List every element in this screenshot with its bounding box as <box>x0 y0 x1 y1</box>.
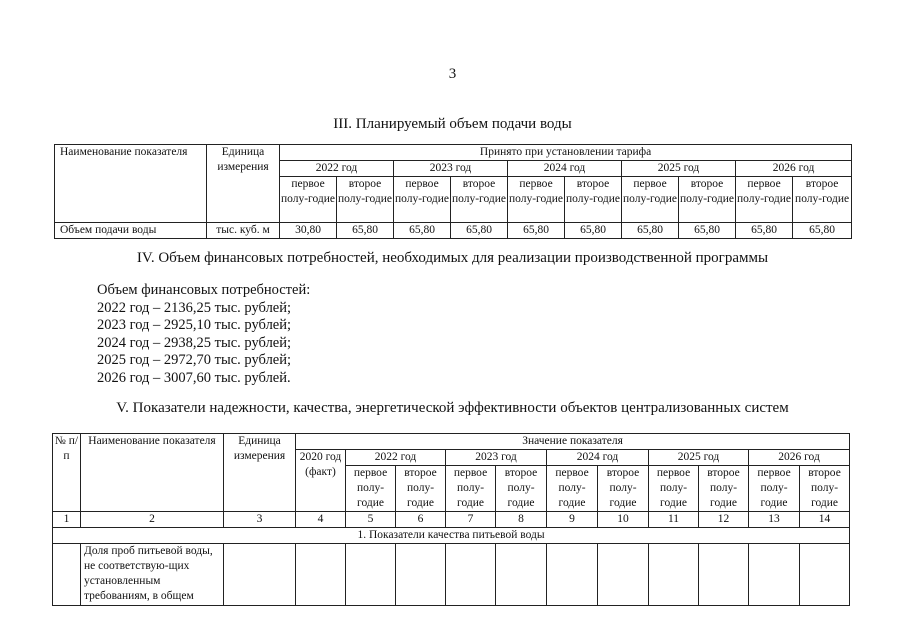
column-number: 8 <box>496 512 547 528</box>
header-year: 2022 год <box>280 161 394 177</box>
cell-empty <box>446 544 496 606</box>
row-value: 65,80 <box>508 223 565 239</box>
cell-empty <box>224 544 296 606</box>
header-year: 2023 год <box>394 161 508 177</box>
cell-empty <box>699 544 749 606</box>
header-year: 2026 год <box>749 450 850 466</box>
column-number: 5 <box>346 512 396 528</box>
row-value: 65,80 <box>451 223 508 239</box>
header-2020-fact: 2020 год (факт) <box>296 450 346 512</box>
header-half-first: первое полу-годие <box>346 466 396 512</box>
cell-empty <box>53 544 81 606</box>
section3-title: III. Планируемый объем подачи воды <box>333 116 572 132</box>
header-half-first: первое полу-годие <box>280 177 337 223</box>
column-number: 6 <box>396 512 446 528</box>
header-year: 2025 год <box>649 450 749 466</box>
header-year: 2025 год <box>622 161 736 177</box>
header-half-first: первое полу-годие <box>649 466 699 512</box>
header-half-second: второе полу-годие <box>396 466 446 512</box>
header-half-second: второе полу-годие <box>496 466 547 512</box>
column-number: 7 <box>446 512 496 528</box>
water-supply-table <box>54 144 852 239</box>
column-number: 10 <box>598 512 649 528</box>
header-unit: Единица измерения <box>224 434 296 512</box>
subsection-header: 1. Показатели качества питьевой воды <box>53 528 850 544</box>
column-number: 14 <box>800 512 850 528</box>
financial-line: 2026 год – 3007,60 тыс. рублей. <box>97 369 291 386</box>
header-year: 2022 год <box>346 450 446 466</box>
row-value: 65,80 <box>565 223 622 239</box>
header-half-first: первое полу-годие <box>508 177 565 223</box>
header-half-first: первое полу-годие <box>394 177 451 223</box>
header-half-second: второе полу-годие <box>451 177 508 223</box>
column-number: 11 <box>649 512 699 528</box>
header-year: 2024 год <box>508 161 622 177</box>
row-value: 65,80 <box>337 223 394 239</box>
cell-empty <box>296 544 346 606</box>
header-half-second: второе полу-годие <box>793 177 852 223</box>
row-value: 65,80 <box>394 223 451 239</box>
header-half-second: второе полу-годие <box>800 466 850 512</box>
financial-needs-heading: Объем финансовых потребностей: <box>97 282 311 298</box>
header-half-first: первое полу-годие <box>736 177 793 223</box>
column-number: 3 <box>224 512 296 528</box>
cell-empty <box>346 544 396 606</box>
column-number: 13 <box>749 512 800 528</box>
row-indicator-text: Доля проб питьевой воды, не соответствую-щих установленным требованиям, в общем <box>81 544 224 606</box>
cell-empty <box>598 544 649 606</box>
row-name: Объем подачи воды <box>55 223 207 239</box>
header-unit: Единица измерения <box>207 145 280 223</box>
financial-needs-block <box>97 282 310 387</box>
cell-empty <box>396 544 446 606</box>
header-half-first: первое полу-годие <box>446 466 496 512</box>
header-value-group: Значение показателя <box>296 434 850 450</box>
financial-line: 2024 год – 2938,25 тыс. рублей; <box>97 334 292 351</box>
cell-empty <box>547 544 598 606</box>
header-tariff-group: Принято при установлении тарифа <box>280 145 852 161</box>
cell-empty <box>749 544 800 606</box>
header-half-first: первое полу-годие <box>547 466 598 512</box>
header-half-second: второе полу-годие <box>337 177 394 223</box>
reliability-indicators-table <box>52 433 850 606</box>
financial-line: 2022 год – 2136,25 тыс. рублей; <box>97 299 292 316</box>
row-value: 65,80 <box>793 223 852 239</box>
column-number: 4 <box>296 512 346 528</box>
header-half-first: первое полу-годие <box>749 466 800 512</box>
header-half-second: второе полу-годие <box>565 177 622 223</box>
cell-empty <box>649 544 699 606</box>
header-half-second: второе полу-годие <box>679 177 736 223</box>
header-year: 2026 год <box>736 161 852 177</box>
financial-line: 2025 год – 2972,70 тыс. рублей; <box>97 352 292 368</box>
column-number: 2 <box>81 512 224 528</box>
section4-title: IV. Объем финансовых потребностей, необходимых для реализации производственной программы <box>136 250 769 266</box>
column-number: 1 <box>53 512 81 528</box>
column-number: 12 <box>699 512 749 528</box>
row-unit: тыс. куб. м <box>207 223 280 239</box>
row-value: 65,80 <box>736 223 793 239</box>
cell-empty <box>496 544 547 606</box>
row-value: 65,80 <box>679 223 736 239</box>
header-year: 2023 год <box>446 450 547 466</box>
header-indicator-name: Наименование показателя <box>81 434 224 512</box>
header-indicator-name: Наименование показателя <box>55 145 207 223</box>
financial-line: 2023 год – 2925,10 тыс. рублей; <box>97 317 292 333</box>
header-half-first: первое полу-годие <box>622 177 679 223</box>
column-number: 9 <box>547 512 598 528</box>
cell-empty <box>800 544 850 606</box>
row-value: 30,80 <box>280 223 337 239</box>
header-year: 2024 год <box>547 450 649 466</box>
header-half-second: второе полу-годие <box>699 466 749 512</box>
page-number: 3 <box>448 66 457 82</box>
header-half-second: второе полу-годие <box>598 466 649 512</box>
row-value: 65,80 <box>622 223 679 239</box>
section5-title: V. Показатели надежности, качества, энергетической эффективности объектов централизованных систем <box>116 400 789 416</box>
header-row-number: № п/п <box>53 434 81 512</box>
